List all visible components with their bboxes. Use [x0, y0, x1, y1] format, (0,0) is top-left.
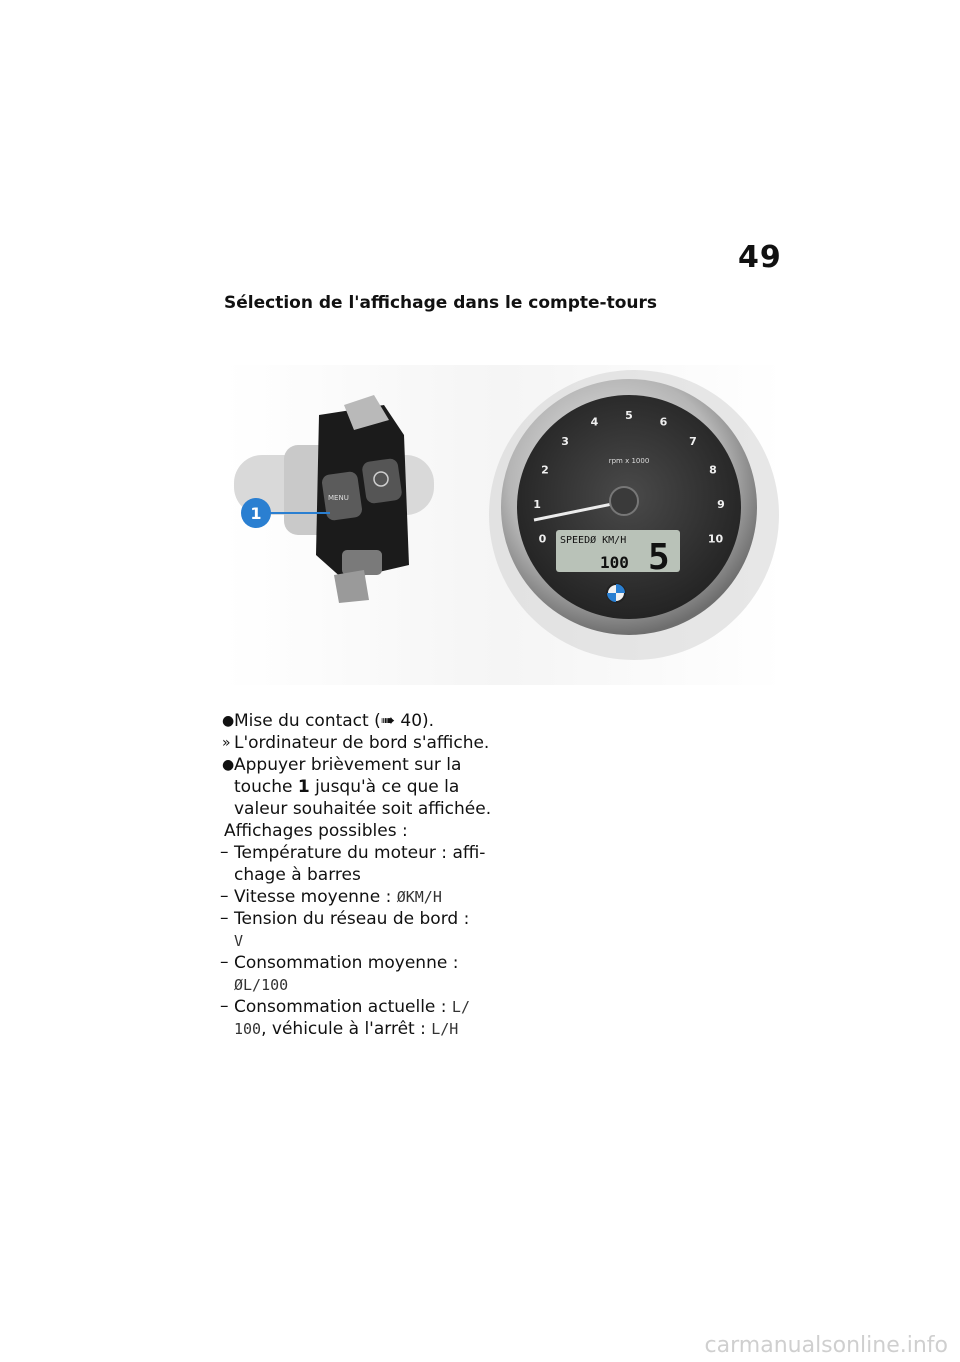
display-code: L/ [451, 998, 470, 1016]
needle-hub [610, 487, 638, 515]
bullet-icon: ● [222, 757, 235, 773]
page-number: 49 [738, 240, 782, 275]
dash-icon: – [220, 996, 229, 1016]
gauge-tick-label: 2 [541, 463, 549, 477]
step-press-button-cont2 [224, 798, 524, 820]
gauge-tick-label: 0 [538, 532, 547, 546]
step-press-button [224, 754, 524, 776]
list-item-current-consumption-cont [224, 1018, 524, 1040]
watermark: carmanualsonline.info [704, 1333, 948, 1358]
list-item-current-consumption [220, 996, 524, 1018]
dash-icon: – [220, 886, 229, 906]
display-code: L/H [431, 1020, 459, 1038]
gauge-tick-label: 1 [533, 497, 541, 511]
key-reference: 1 [297, 777, 310, 797]
step-switch-on [224, 710, 524, 732]
instructions [220, 710, 524, 1040]
bullet-icon: ● [222, 713, 235, 729]
gauge-tick-label: 5 [625, 409, 633, 422]
possible-displays-heading: Affichages possibles : [224, 821, 408, 841]
step-text: jusqu'à ce que la [309, 777, 460, 797]
gauge-tick-label: 8 [709, 463, 717, 477]
dash-icon: – [220, 842, 229, 862]
step-press-button-cont [224, 776, 524, 798]
tachometer [489, 370, 779, 660]
result-text: L'ordinateur de bord s'affiche. [234, 733, 490, 753]
gauge-tick-label: 10 [707, 532, 724, 546]
section-title: Sélection de l'affichage dans le compte-tours [224, 293, 658, 313]
item-text: , véhicule à l'arrêt : [261, 1019, 432, 1039]
dash-icon: – [220, 952, 229, 972]
item-text: Consommation moyenne : [234, 953, 459, 973]
page-reference-link[interactable]: ➠ 40). [380, 711, 435, 731]
figure-illustration [224, 365, 784, 685]
list-item-voltage [220, 908, 524, 930]
gauge-tick-label: 4 [590, 415, 599, 429]
result-onboard-computer [224, 732, 524, 754]
list-item-average-consumption-cont [224, 974, 524, 996]
step-text: Mise du contact ( [234, 711, 381, 731]
list-item-voltage-cont [224, 930, 524, 952]
lcd-gear: 5 [648, 537, 670, 578]
item-text: Consommation actuelle : [234, 997, 452, 1017]
item-text: chage à barres [234, 865, 361, 885]
result-arrow-icon: » [222, 735, 231, 751]
gauge-tick-label: 3 [561, 434, 569, 448]
lcd-value: 100 [600, 553, 629, 572]
callout-number: 1 [250, 504, 262, 523]
list-item-average-speed [220, 886, 524, 908]
item-text: Tension du réseau de bord : [234, 909, 470, 929]
item-text: Vitesse moyenne : [234, 887, 397, 907]
list-item-engine-temp-cont [224, 864, 524, 886]
display-code: 100 [234, 1020, 262, 1038]
gauge-tick-label: 7 [689, 434, 697, 448]
lcd-label: SPEEDØ KM/H [560, 535, 627, 546]
display-code: V [234, 932, 244, 950]
display-code: ØKM/H [396, 888, 442, 906]
item-text: Température du moteur : affi- [234, 843, 486, 863]
list-item-engine-temp [220, 842, 524, 864]
gauge-tick-label: 9 [717, 497, 725, 511]
display-code: ØL/100 [234, 976, 289, 994]
menu-button-label: MENU [328, 494, 349, 502]
step-text: touche [234, 777, 298, 797]
gauge-unit: rpm x 1000 [608, 457, 650, 465]
dash-icon: – [220, 908, 229, 928]
list-item-average-consumption [220, 952, 524, 974]
step-text: valeur souhaitée soit affichée. [234, 799, 492, 819]
step-text: Appuyer brièvement sur la [234, 755, 462, 775]
gauge-tick-label: 6 [659, 415, 668, 429]
